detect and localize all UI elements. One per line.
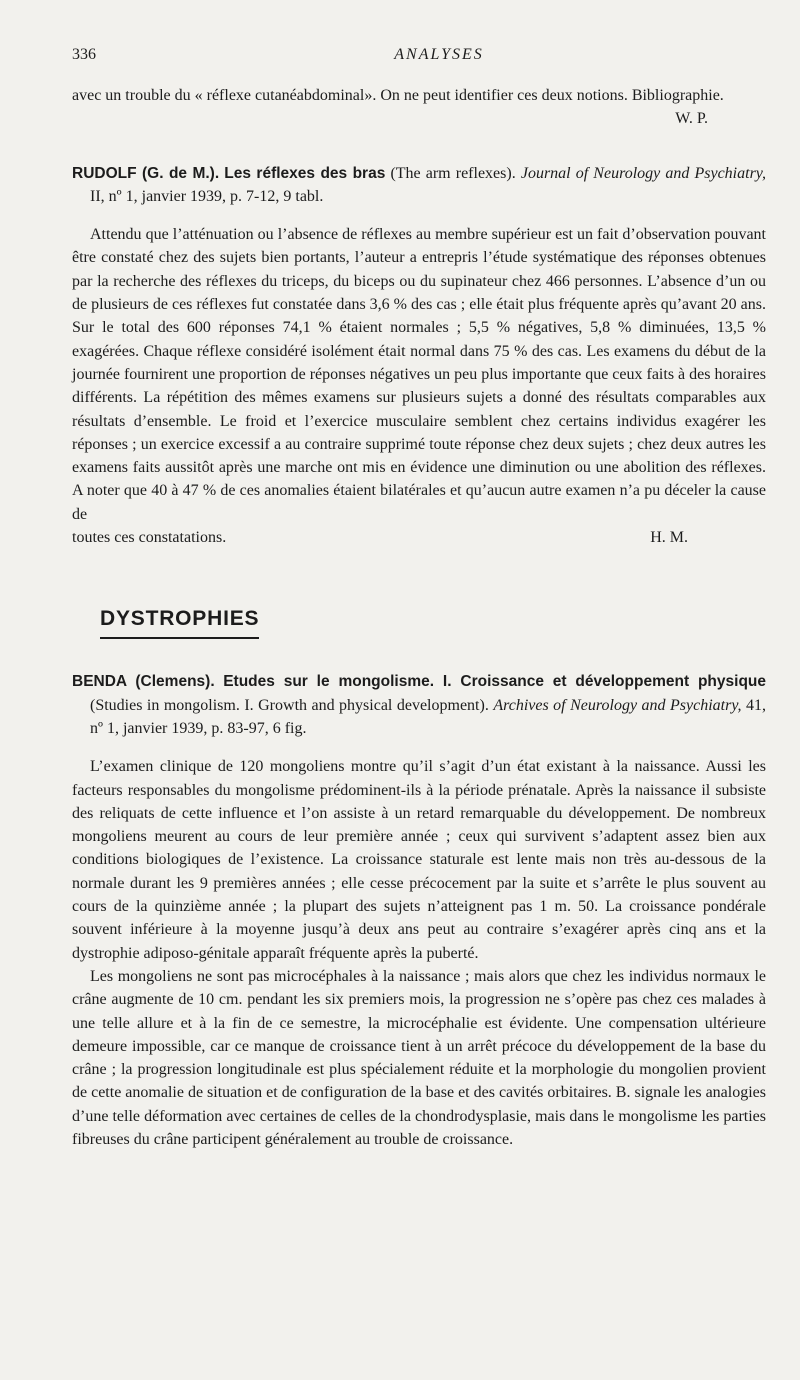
article1-body: Attendu que l’atténuation ou l’absence de réflexes au membre supérieur est un fait d’observation pouvant être constaté chez des sujets bien portants, l’auteur a entrepris l’étude systématique des réponses obtenues par la recherche des réflexes du triceps, du biceps ou du supinateur chez 466 personnes. L’absence d’un ou de plusieurs de ces réflexes fut constatée dans 3,6 % des cas ; elle était plus fréquente après qu’avant 20 ans. Sur le total des 600 réponses 74,1 % étaient normales ; 5,5 % négatives, 5,8 % diminuées, 13,5 % exagérées. Chaque réflexe considéré isolément était normal dans 75 % des cas. Les examens du début de la journée fournirent une proportion de réponses négatives un peu plus importante que ceux faits à des horaires différents. La répétition des mêmes examens sur plusieurs sujets a donné des résultats comparables aux résultats d’ensemble. Le froid et l’exercice musculaire semblent chez certains individus exagérer les réponses ; un exercice excessif a au contraire supprimé toute réponse chez deux sujets ; chez deux autres les examens faits aussitôt après une marche ont mis en évidence une diminution ou une abolition des réflexes. A noter que 40 à 47 % de ces anomalies étaient bilatérales et qu’aucun autre examen n’a pu déceler la cause de [72, 226, 767, 523]
article1-last-line-text: toutes ces constatations. [72, 529, 227, 547]
article1-reference [72, 162, 766, 209]
page-number: 336 [72, 46, 96, 63]
continuation-paragraph [72, 84, 766, 107]
section-heading-dystrophies: DYSTROPHIES [100, 607, 259, 639]
running-title: ANALYSES [394, 46, 484, 63]
article2-paragraph-2: Les mongoliens ne sont pas microcéphales à la naissance ; mais alors que chez les individus normaux le crâne augmente de 10 cm. pendant les six premiers mois, la progression ne s’opère pas chez ces malades à une telle allure et à la fin de ce semestre, la microcéphalie est évidente. Une compensation ultérieure demeure impossible, car ce manque de croissance tient à un arrêt précoce du développement de la base du crâne ; la progression longitudinale est plus spécialement réduite et la morphologie du mongolien provient de cette anomalie de situation et de configuration de la base et des cavités orbitaires. B. signale les analogies d’une telle déformation avec certaines de celles de la chondrodysplasie, mais dans le mongolisme les parties fibreuses du crâne participent généralement au trouble de croissance. [72, 967, 766, 1148]
continuation-text: avec un trouble du « réflexe cutanéabdominal». On ne peut identifier ces deux notions. Bibliographie. [72, 87, 724, 104]
continuation-block [72, 84, 766, 131]
article2-reference [72, 670, 766, 740]
article1-title-en: (The arm reflexes). [390, 164, 516, 182]
article1-author: RUDOLF (G. de M.). [72, 164, 220, 182]
running-head [72, 46, 766, 70]
continuation-signature: W. P. [675, 110, 708, 128]
page-content [72, 84, 766, 1151]
article1-title-fr: Les réflexes des bras [224, 164, 386, 182]
continuation-signature-line [72, 107, 766, 130]
article2-author: BENDA (Clemens). [72, 673, 215, 691]
article1-last-line [72, 526, 766, 549]
article-rudolf [72, 162, 766, 550]
article1-journal: Journal of Neurology and Psychiatry, [520, 164, 767, 182]
article1-citation: II, nº 1, janvier 1939, p. 7-12, 9 tabl. [90, 187, 324, 205]
article2-paragraph-1: L’examen clinique de 120 mongoliens montre qu’il s’agit d’un état existant à la naissance. Aussi les facteurs responsables du mongolisme prédominent-ils à la période prénatale. Après la naissance il subsiste des reliquats de cette influence et l’on assiste à un retard remarquable du développement. De nombreux mongoliens meurent au cours de leur première année ; ceux qui survivent s’adaptent assez bien aux conditions biologiques de l’existence. La croissance staturale est lente mais non très au-dessous de la normale durant les 9 premières années ; elle cesse précocement par la suite et s’arrête le plus souvent au cours de la quinzième année ; la plupart des sujets n’atteignent pas 1 m. 50. La croissance pondérale souvent inférieure à la moyenne jusqu’à deux ans peut au contraire s’exagérer après cinq ans et la dystrophie adiposo-génitale apparaît fréquente après la puberté. [72, 758, 766, 962]
article2-citation: 41, nº 1, janvier 1939, p. 83-97, 6 fig. [90, 696, 767, 737]
article2-title-en: (Studies in mongolism. I. Growth and physical development). [90, 696, 489, 714]
article2-title-fr: Etudes sur le mongolisme. I. Croissance et développement physique [223, 673, 767, 691]
article1-signature: H. M. [650, 529, 688, 547]
article2-journal: Archives of Neurology and Psychiatry, [493, 696, 742, 714]
article-benda [72, 670, 766, 1151]
